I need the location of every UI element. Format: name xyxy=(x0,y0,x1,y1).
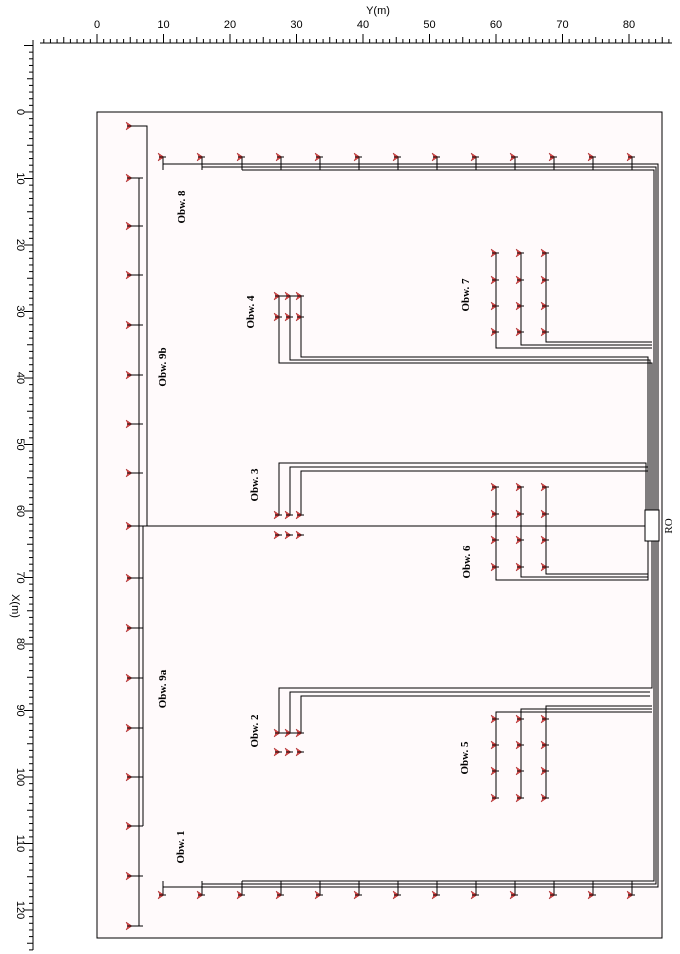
left-ruler-tick-label: 110 xyxy=(14,834,26,853)
left-ruler-tick-label: 100 xyxy=(14,767,26,787)
plot-area xyxy=(97,112,662,938)
top-ruler-tick-label: 60 xyxy=(489,19,503,31)
y-axis-title: Y(m) xyxy=(366,5,390,17)
circuit-label-3: Obw. 3 xyxy=(249,468,261,502)
top-ruler-tick-label: 70 xyxy=(556,19,569,31)
left-ruler-tick-label: 80 xyxy=(14,637,26,651)
ro-control-box xyxy=(645,510,659,541)
top-ruler-tick-label: 20 xyxy=(223,19,237,31)
x-axis-title: X(m) xyxy=(9,594,21,618)
circuit-label-2: Obw. 2 xyxy=(249,714,261,748)
left-ruler-tick-label: 0 xyxy=(14,108,26,116)
circuit-label-5: Obw. 5 xyxy=(459,741,471,775)
ro-label: RO xyxy=(663,518,675,534)
left-ruler-tick-label: 60 xyxy=(14,504,26,518)
left-x-axis-ruler xyxy=(9,40,33,950)
circuit-label-6: Obw. 6 xyxy=(461,545,473,579)
left-ruler-tick-label: 40 xyxy=(14,371,26,385)
left-ruler-tick-label: 50 xyxy=(14,438,26,451)
left-ruler-tick-label: 120 xyxy=(14,900,26,920)
top-ruler-tick-label: 40 xyxy=(356,19,370,31)
left-ruler-tick-label: 90 xyxy=(14,704,26,717)
top-ruler-tick-label: 80 xyxy=(622,19,636,31)
top-ruler-tick-label: 50 xyxy=(423,19,436,31)
circuit-label-7: Obw. 7 xyxy=(460,278,472,312)
circuit-label-9a: Obw. 9a xyxy=(157,669,169,709)
circuit-label-8: Obw. 8 xyxy=(176,190,188,224)
left-ruler-tick-label: 20 xyxy=(14,238,26,252)
circuit-label-1: Obw. 1 xyxy=(175,830,187,864)
top-ruler-tick-label: 0 xyxy=(93,19,101,31)
top-ruler-tick-label: 30 xyxy=(290,19,303,31)
top-ruler-tick-label: 10 xyxy=(157,19,170,31)
top-y-axis-ruler xyxy=(40,5,672,43)
left-ruler-tick-label: 10 xyxy=(14,172,26,185)
left-ruler-tick-label: 70 xyxy=(14,571,26,584)
left-ruler-tick-label: 30 xyxy=(14,305,26,318)
circuit-label-4: Obw. 4 xyxy=(245,295,257,329)
circuit-label-9b: Obw. 9b xyxy=(157,347,169,387)
